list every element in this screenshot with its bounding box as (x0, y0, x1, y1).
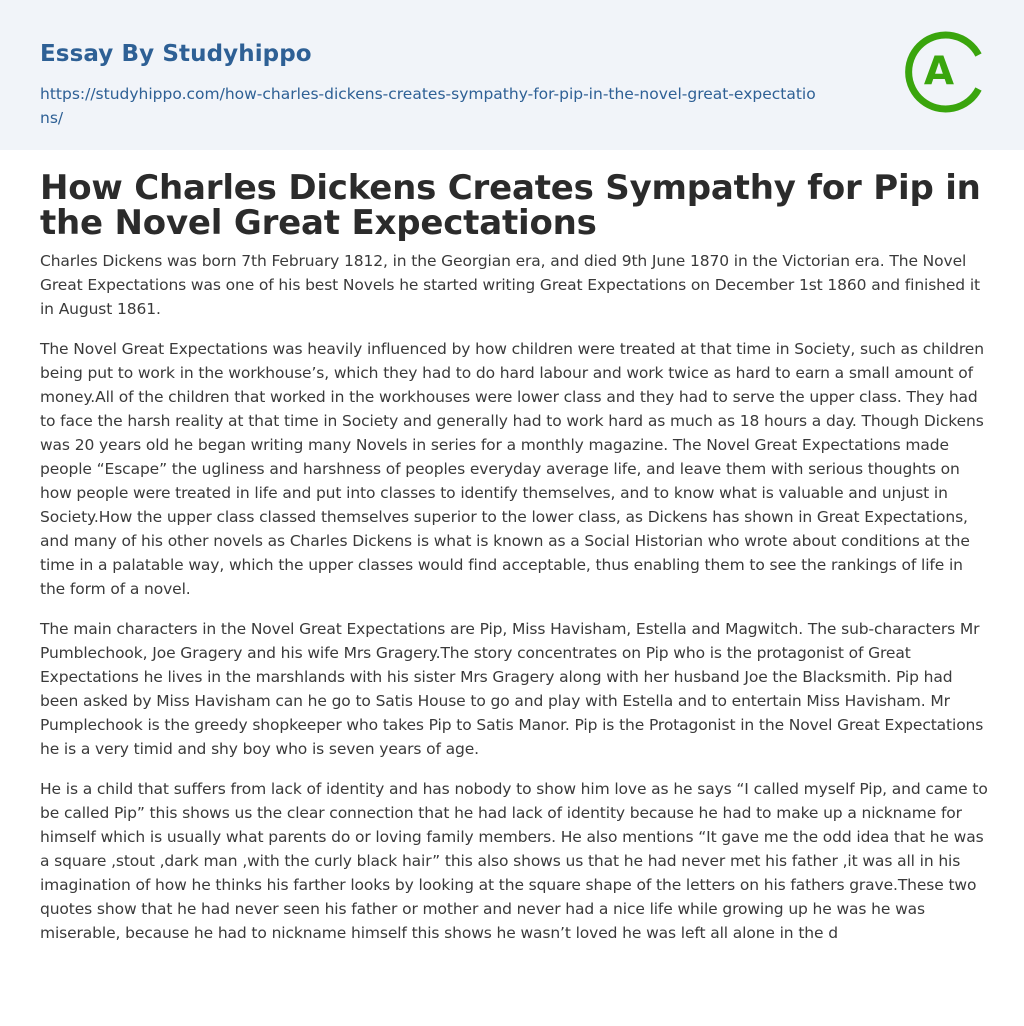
studyhippo-logo-icon[interactable] (904, 28, 988, 116)
site-header (0, 0, 1024, 150)
essay-paragraph: The main characters in the Novel Great Expectations are Pip, Miss Havisham, Estella and Magwitch. The sub-characters Mr Pumblechook, Joe Gragery and his wife Mrs Gragery.The story concentrates on Pip who is the protagonist of Great Expectations he lives in the marshlands with his sister Mrs Gragery along with her husband Joe the Blacksmith. Pip had been asked by Miss Havisham can he go to Satis House to go and play with Estella and to entertain Miss Havisham. Mr Pumplechook is the greedy shopkeeper who takes Pip to Satis Manor. Pip is the Protagonist in the Novel Great Expectations he is a very timid and shy boy who is seven years of age. (40, 620, 984, 758)
essay-body (40, 249, 990, 961)
essay-paragraph: He is a child that suffers from lack of identity and has nobody to show him love as he says “I called myself Pip, and came to be called Pip” this shows us the clear connection that he had lack of identity because he had to make up a nickname for himself which is usually what parents do or loving family members. He also mentions “It gave me the odd idea that he was a square ,stout ,dark man ,with the curly black hair” this also shows us that he had never met his father ,it was all in his imagination of how he thinks his farther looks by looking at the square shape of the letters on his fathers grave.These two quotes show that he had never seen his father or mother and never had a nice life while growing up he was he was miserable, because he had to nickname himself this shows he wasn’t loved he was left all alone in the d (40, 780, 988, 942)
source-url-link[interactable]: https://studyhippo.com/how-charles-dickens-creates-sympathy-for-pip-in-the-novel-great-expectations/ (40, 85, 816, 127)
essay-paragraph: The Novel Great Expectations was heavily influenced by how children were treated at that time in Society, such as children being put to work in the workhouse’s, which they had to do hard labour and work twice as hard to earn a small amount of money.All of the children that worked in the workhouses were lower class and they had to serve the upper class. They had to face the harsh reality at that time in Society and generally had to work hard as much as 18 hours a day. Though Dickens was 20 years old he began writing many Novels in series for a monthly magazine. The Novel Great Expectations made people “Escape” the ugliness and harshness of peoples everyday average life, and leave them with serious thoughts on how people were treated in life and put into classes to identify themselves, and to know what is valuable and unjust in Society.How the upper class classed themselves superior to the lower class, as Dickens has shown in Great Expectations, and many of his other novels as Charles Dickens is what is known as a Social Historian who wrote about conditions at the time in a palatable way, which the upper classes would find acceptable, thus enabling them to see the rankings of life in the form of a novel. (40, 340, 984, 598)
essay-paragraph: Charles Dickens was born 7th February 1812, in the Georgian era, and died 9th June 1870 in the Victorian era. The Novel Great Expectations was one of his best Novels he started writing Great Expectations on December 1st 1860 and finished it in August 1861. (40, 252, 980, 318)
brand-title[interactable]: Essay By Studyhippo (40, 41, 312, 67)
essay-title: How Charles Dickens Creates Sympathy for Pip in the Novel Great Expectations (40, 168, 981, 243)
logo-letter: A (923, 49, 955, 94)
